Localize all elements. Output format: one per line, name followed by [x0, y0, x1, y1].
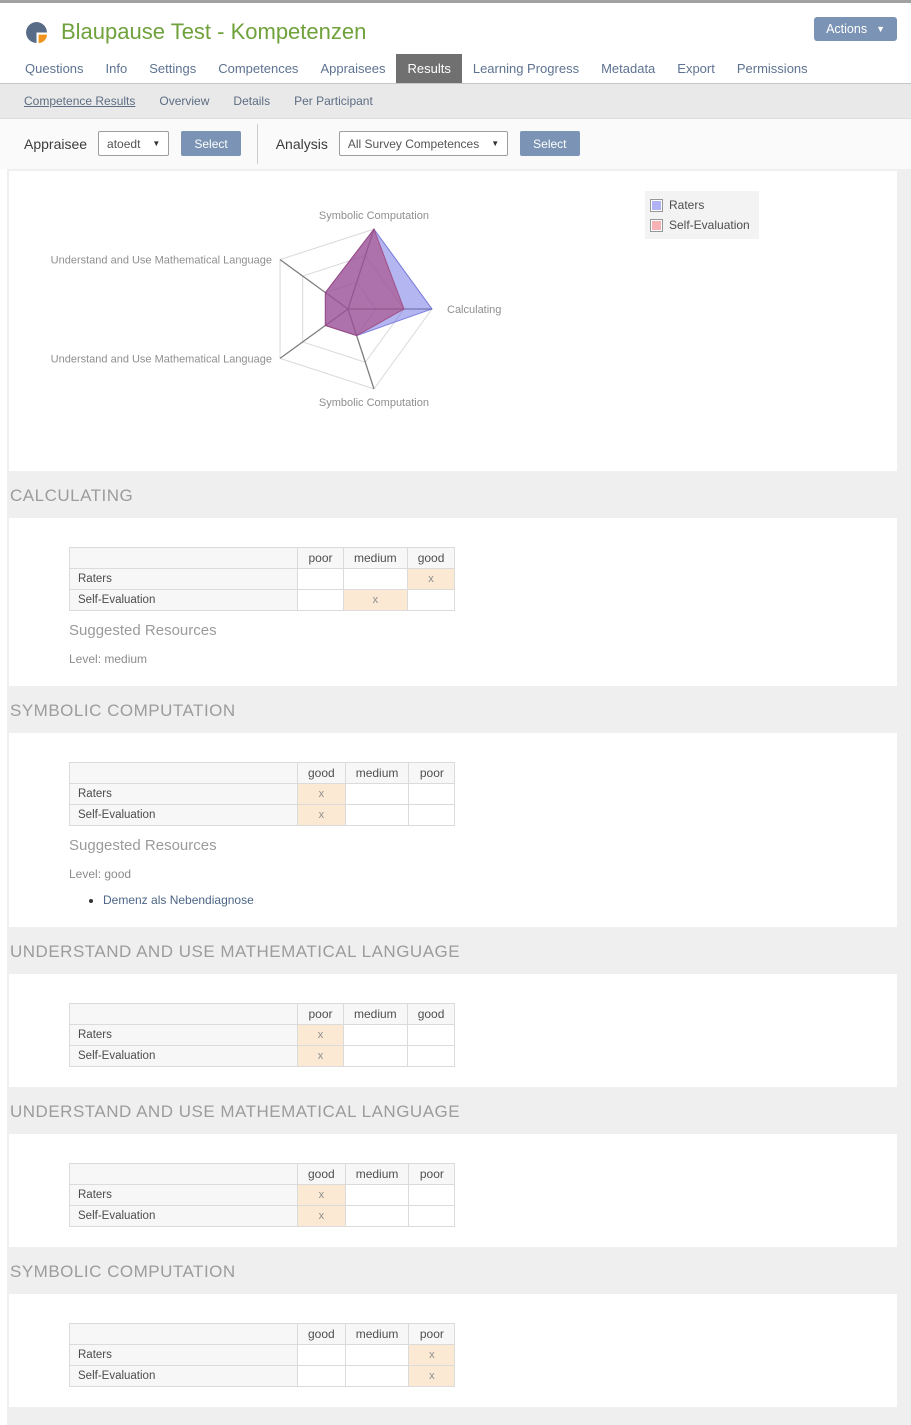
legend-item — [650, 215, 750, 235]
row-label: Self-Evaluation — [70, 805, 298, 826]
competence-table — [69, 762, 455, 826]
section-title: UNDERSTAND AND USE MATHEMATICAL LANGUAGE — [10, 1102, 461, 1121]
table-row — [70, 590, 455, 611]
appraisee-select-value: atoedt — [107, 136, 141, 151]
mark-cell — [407, 1025, 455, 1046]
competence-table-head-row — [70, 1164, 455, 1185]
competence-table — [69, 547, 455, 611]
mark-cell — [344, 1025, 408, 1046]
column-header-medium: medium — [345, 1324, 409, 1345]
competence-section — [7, 927, 911, 1087]
mark-cell-checked: x — [409, 1366, 455, 1387]
analysis-select[interactable] — [339, 131, 508, 156]
mark-cell — [345, 805, 409, 826]
radar-chart — [9, 171, 609, 471]
page-header — [0, 3, 911, 54]
tab-learning-progress[interactable]: Learning Progress — [472, 61, 580, 76]
resource-list-item — [103, 893, 897, 907]
mark-cell — [345, 784, 409, 805]
column-header-poor: poor — [298, 1004, 344, 1025]
tab-competences[interactable]: Competences — [218, 61, 299, 76]
analysis-select-button[interactable]: Select — [520, 131, 579, 156]
mark-cell — [345, 1366, 409, 1387]
analysis-label: Analysis — [275, 135, 328, 152]
section-title: SYMBOLIC COMPUTATION — [10, 701, 236, 720]
column-header-poor: poor — [409, 1164, 455, 1185]
competence-table — [69, 1163, 455, 1227]
resource-list — [87, 893, 897, 907]
level-text: Level: medium — [69, 652, 148, 666]
mark-cell-checked: x — [298, 1046, 344, 1067]
mark-cell — [344, 1046, 408, 1067]
tab-info[interactable]: Info — [105, 61, 128, 76]
mark-cell-checked: x — [298, 1206, 346, 1227]
section-panel — [9, 733, 897, 927]
radar-axis-label: Understand and Use Mathematical Language — [50, 353, 273, 366]
mark-cell — [298, 1345, 346, 1366]
row-label: Raters — [70, 1345, 298, 1366]
row-label: Raters — [70, 1185, 298, 1206]
tab-bar — [0, 54, 911, 84]
table-row — [70, 1206, 455, 1227]
row-label: Raters — [70, 784, 298, 805]
table-corner-cell — [70, 1324, 298, 1345]
section-panel — [9, 1134, 897, 1247]
table-row — [70, 1046, 455, 1067]
tab-questions[interactable]: Questions — [25, 61, 84, 76]
table-row — [70, 1185, 455, 1206]
column-header-medium: medium — [344, 1004, 408, 1025]
mark-cell-checked: x — [298, 784, 346, 805]
actions-button[interactable] — [814, 17, 897, 41]
tab-results[interactable]: Results — [396, 54, 461, 83]
tab-permissions[interactable]: Permissions — [736, 61, 808, 76]
legend-label: Self-Evaluation — [669, 218, 750, 232]
mark-cell — [345, 1185, 409, 1206]
column-header-good: good — [298, 1324, 346, 1345]
table-row — [70, 569, 455, 590]
mark-cell — [409, 1206, 455, 1227]
chart-legend — [645, 191, 759, 239]
competence-table-head-row — [70, 763, 455, 784]
radar-axis-label: Understand and Use Mathematical Language — [50, 254, 273, 267]
legend-swatch — [650, 219, 663, 232]
subtab-details[interactable]: Details — [233, 94, 271, 108]
section-title: UNDERSTAND AND USE MATHEMATICAL LANGUAGE — [10, 942, 461, 961]
column-header-good: good — [407, 1004, 455, 1025]
suggested-resources — [9, 622, 897, 666]
table-row — [70, 1366, 455, 1387]
tab-metadata[interactable]: Metadata — [601, 61, 656, 76]
level-text: Level: good — [69, 867, 132, 881]
table-row — [70, 1025, 455, 1046]
mark-cell — [344, 569, 408, 590]
mark-cell — [345, 1345, 409, 1366]
page-title: Blaupause Test - Kompetenzen — [61, 19, 367, 44]
section-title: CALCULATING — [10, 486, 134, 505]
tab-appraisees[interactable]: Appraisees — [320, 61, 386, 76]
competence-table-head-row — [70, 1004, 455, 1025]
mark-cell — [407, 1046, 455, 1067]
caret-down-icon: ▼ — [876, 23, 885, 34]
column-header-good: good — [298, 763, 346, 784]
competence-table-head-row — [70, 1324, 455, 1345]
filter-divider — [257, 124, 258, 164]
row-label: Raters — [70, 569, 298, 590]
mark-cell — [409, 784, 455, 805]
section-panel — [9, 1294, 897, 1407]
competence-sections — [7, 471, 911, 1407]
caret-down-icon: ▼ — [491, 139, 500, 148]
mark-cell-checked: x — [298, 805, 346, 826]
column-header-medium: medium — [345, 1164, 409, 1185]
mark-cell — [409, 1185, 455, 1206]
row-label: Self-Evaluation — [70, 590, 298, 611]
section-title: SYMBOLIC COMPUTATION — [10, 1262, 236, 1281]
subtab-overview[interactable]: Overview — [159, 94, 210, 108]
actions-button-label: Actions — [826, 22, 868, 36]
tab-export[interactable]: Export — [677, 61, 715, 76]
mark-cell — [298, 590, 344, 611]
column-header-poor: poor — [409, 763, 455, 784]
resource-link[interactable]: Demenz als Nebendiagnose — [103, 893, 254, 907]
table-row — [70, 805, 455, 826]
competence-section — [7, 686, 911, 927]
mark-cell-checked: x — [409, 1345, 455, 1366]
mark-cell — [345, 1206, 409, 1227]
competence-table-head-row — [70, 548, 455, 569]
legend-label: Raters — [669, 198, 705, 212]
column-header-medium: medium — [344, 548, 408, 569]
table-corner-cell — [70, 763, 298, 784]
appraisee-select[interactable] — [98, 131, 169, 156]
filter-bar — [0, 119, 911, 169]
column-header-good: good — [298, 1164, 346, 1185]
mark-cell-checked: x — [298, 1025, 344, 1046]
mark-cell — [298, 569, 344, 590]
table-row — [70, 784, 455, 805]
radar-axis-label: Symbolic Computation — [318, 396, 429, 409]
legend-item — [650, 195, 750, 215]
column-header-good: good — [407, 548, 455, 569]
subtab-competence-results[interactable]: Competence Results — [24, 94, 136, 108]
row-label: Self-Evaluation — [70, 1206, 298, 1227]
radar-axis-label: Calculating — [447, 304, 502, 316]
tab-settings[interactable]: Settings — [149, 61, 197, 76]
column-header-medium: medium — [345, 763, 409, 784]
appraisee-label: Appraisee — [24, 135, 88, 152]
radar-axis-label: Symbolic Computation — [318, 210, 429, 223]
row-label: Self-Evaluation — [70, 1046, 298, 1067]
column-header-poor: poor — [409, 1324, 455, 1345]
table-corner-cell — [70, 548, 298, 569]
competence-table — [69, 1323, 455, 1387]
row-label: Raters — [70, 1025, 298, 1046]
appraisee-select-button[interactable]: Select — [181, 131, 240, 156]
survey-pie-logo-icon — [25, 21, 48, 44]
caret-down-icon: ▼ — [152, 139, 161, 148]
subtab-per-participant[interactable]: Per Participant — [294, 94, 373, 108]
subtab-bar — [0, 84, 911, 119]
section-panel — [9, 974, 897, 1087]
radar-chart-panel — [9, 171, 897, 471]
section-panel — [9, 518, 897, 686]
suggested-resources-heading: Suggested Resources — [69, 622, 217, 639]
content-area — [7, 169, 911, 1425]
table-corner-cell — [70, 1004, 298, 1025]
mark-cell-checked: x — [344, 590, 408, 611]
competence-section — [7, 1087, 911, 1247]
row-label: Self-Evaluation — [70, 1366, 298, 1387]
mark-cell — [407, 590, 455, 611]
competence-section — [7, 1247, 911, 1407]
suggested-resources — [9, 837, 897, 907]
analysis-select-value: All Survey Competences — [347, 136, 480, 151]
mark-cell — [298, 1366, 346, 1387]
table-corner-cell — [70, 1164, 298, 1185]
table-row — [70, 1345, 455, 1366]
legend-swatch — [650, 199, 663, 212]
column-header-poor: poor — [298, 548, 344, 569]
suggested-resources-heading: Suggested Resources — [69, 837, 217, 854]
mark-cell-checked: x — [298, 1185, 346, 1206]
competence-section — [7, 471, 911, 686]
mark-cell — [409, 805, 455, 826]
mark-cell-checked: x — [407, 569, 455, 590]
competence-table — [69, 1003, 455, 1067]
